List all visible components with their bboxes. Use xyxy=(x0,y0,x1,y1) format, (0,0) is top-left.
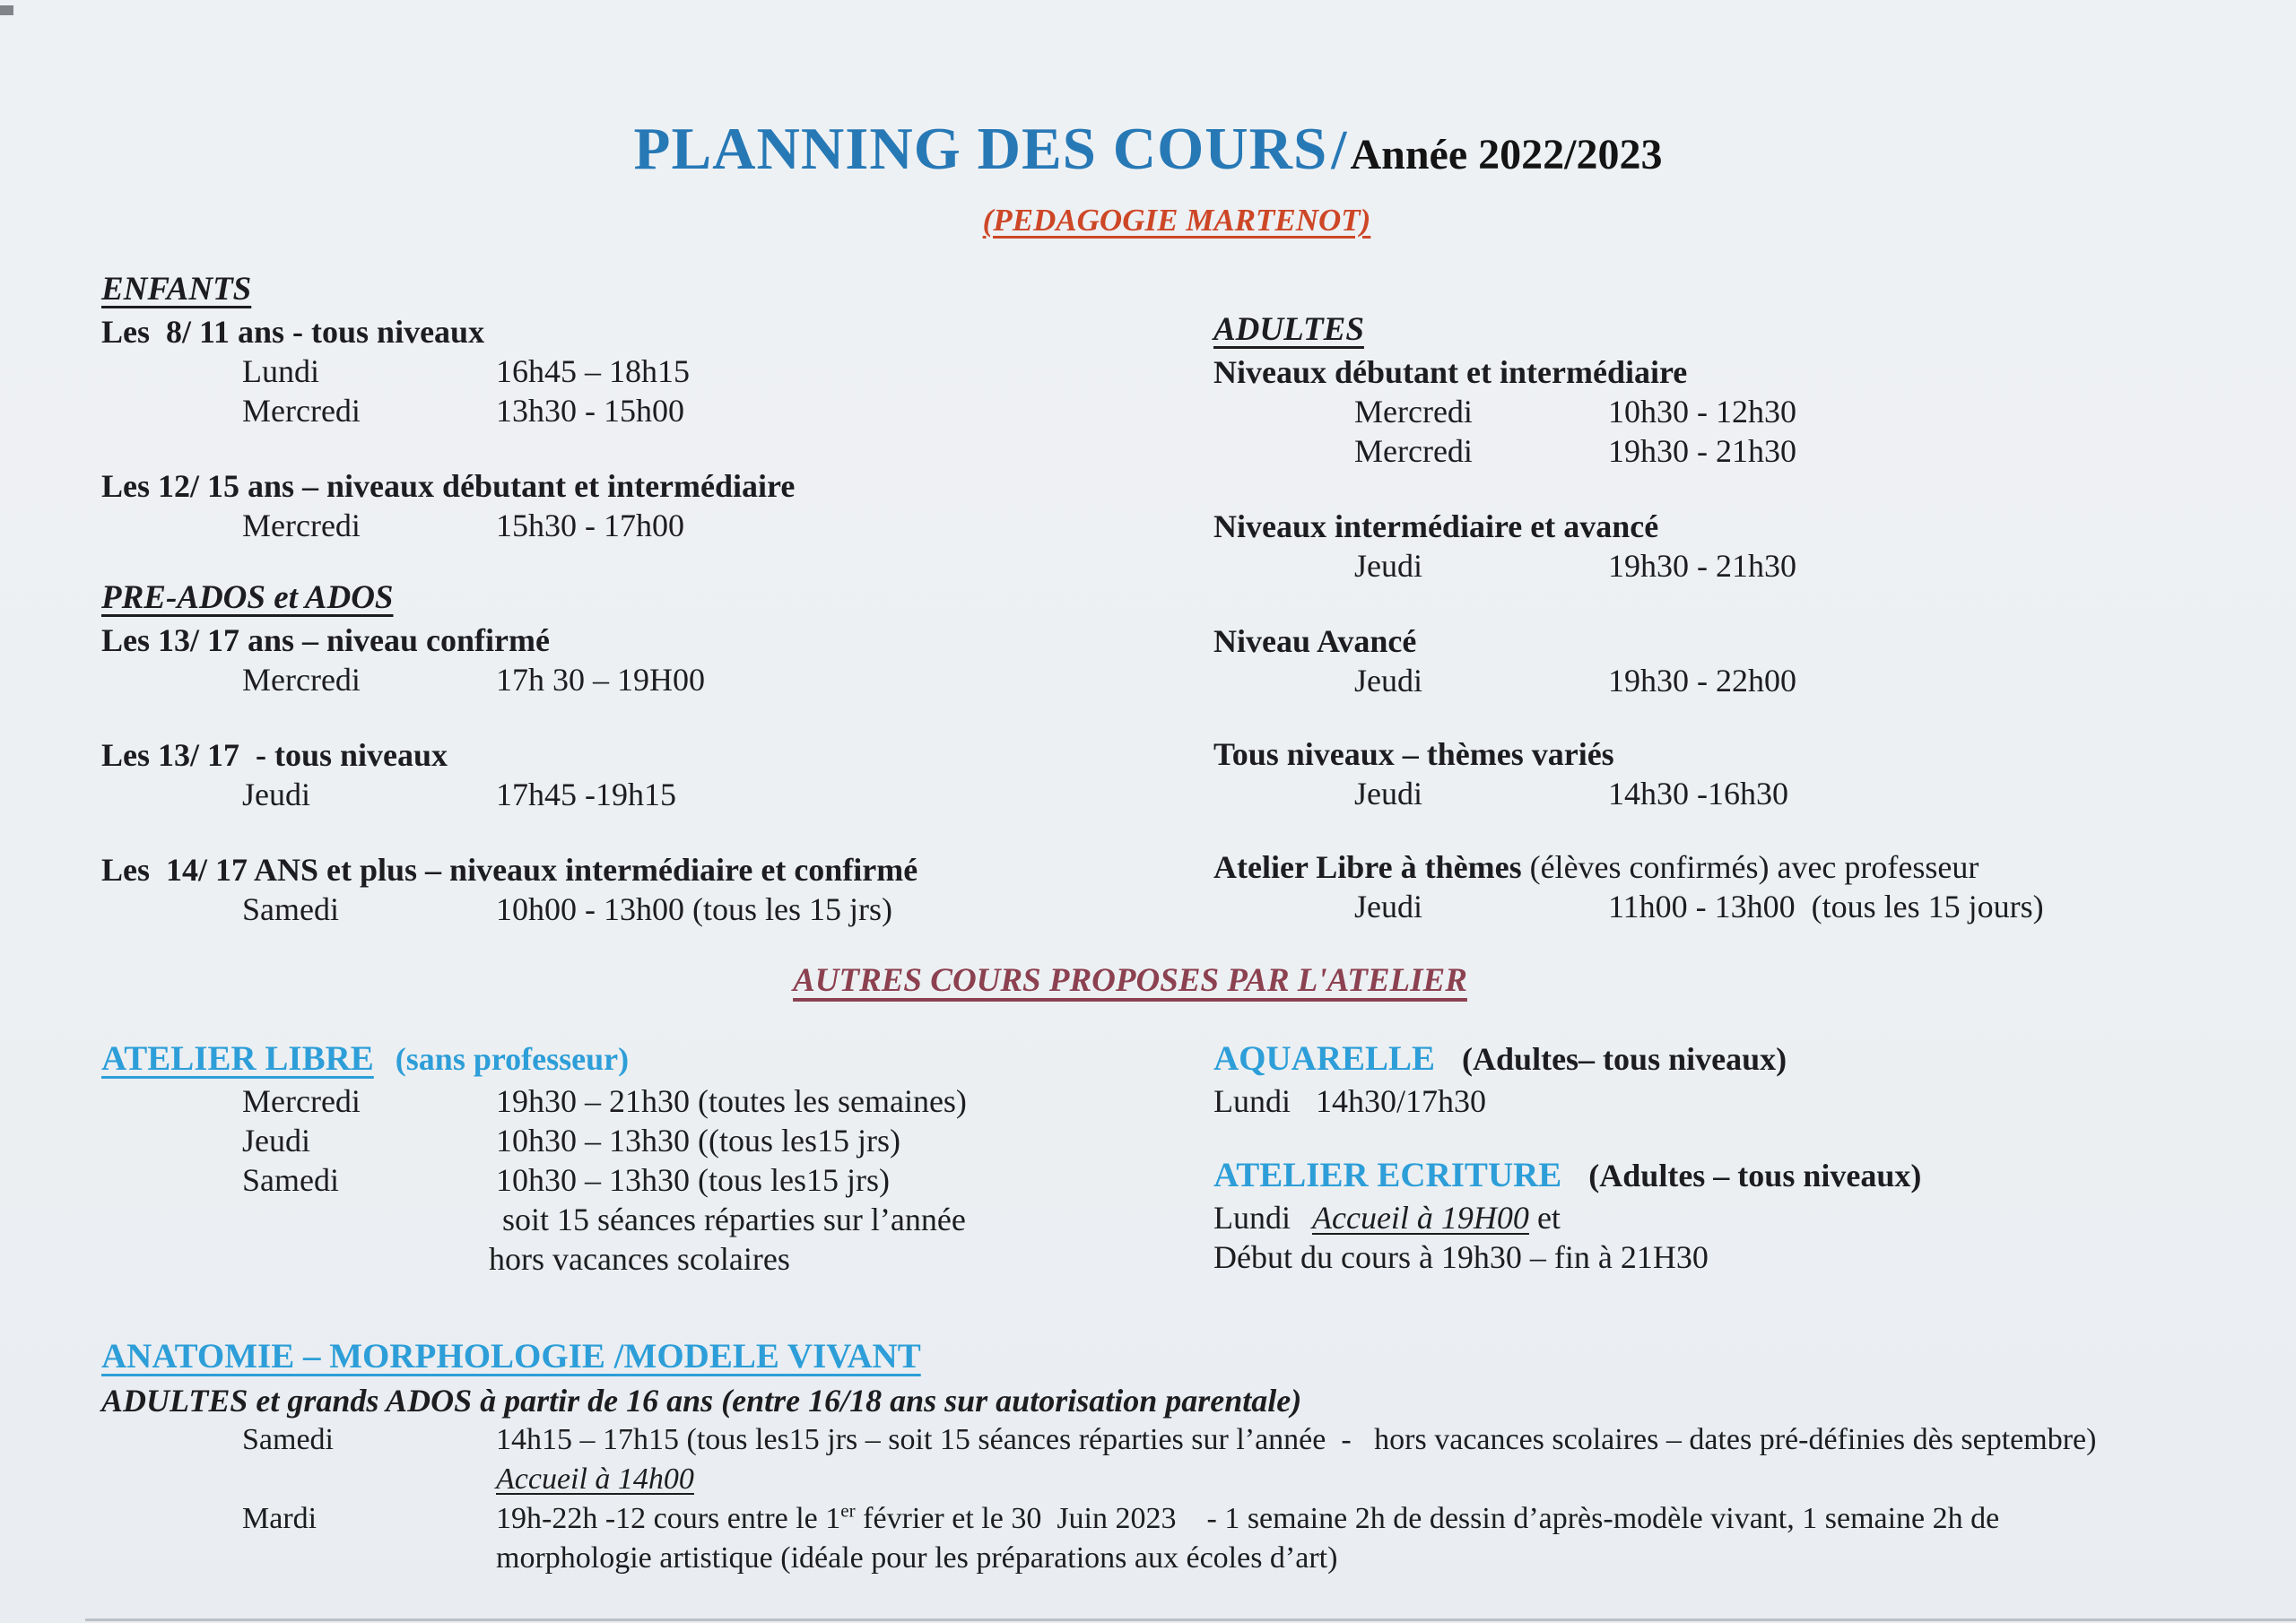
ecriture-title: ATELIER ECRITURE xyxy=(1213,1156,1562,1194)
session-time: 19h30 - 21h30 xyxy=(1608,548,1796,584)
course-adultes-intermediaire-avance xyxy=(1213,507,2290,586)
session-day: Jeudi xyxy=(1354,663,1422,699)
session-time: 17h 30 – 19H00 xyxy=(496,662,705,698)
session-day: Jeudi xyxy=(1354,548,1422,584)
subtitle-line xyxy=(0,203,2296,239)
section-heading xyxy=(101,1038,1178,1080)
session-detail-b: février et le 30 Juin 2023 - 1 semaine 2h de dessin d’après-modèle vivant, 1 semaine 2h de xyxy=(855,1502,2000,1535)
course-title xyxy=(1213,847,2290,887)
section-heading xyxy=(101,1336,2254,1377)
course-title: Les 12/ 15 ans – niveaux débutant et intermédiaire xyxy=(101,468,796,504)
course-adultes-avance xyxy=(1213,621,2290,700)
session-day: Samedi xyxy=(242,1162,339,1198)
atelier-libre-title: ATELIER LIBRE xyxy=(101,1039,374,1078)
atelier-libre-note-2: hors vacances scolaires xyxy=(489,1241,790,1277)
session-time: 11h00 - 13h00 (tous les 15 jours) xyxy=(1608,889,2044,924)
course-title: Niveaux débutant et intermédiaire xyxy=(1213,354,1688,390)
session-detail xyxy=(496,1499,2254,1539)
session-day: Mercredi xyxy=(242,508,361,543)
session-day: Lundi xyxy=(1213,1083,1291,1119)
session-day: Samedi xyxy=(242,891,339,927)
course-title: Niveau Avancé xyxy=(1213,623,1417,659)
title-main: PLANNING DES COURS xyxy=(633,116,1328,182)
title-separator: / xyxy=(1331,120,1347,181)
session-detail-continuation: morphologie artistique (idéale pour les préparations aux écoles d’art) xyxy=(496,1541,1338,1575)
ecriture-line-1 xyxy=(1213,1198,2290,1237)
course-14-17-et-plus xyxy=(101,850,1169,929)
atelier-libre-suffix: (sans professeur) xyxy=(395,1041,630,1077)
session-day: Mercredi xyxy=(242,393,361,429)
section-anatomie xyxy=(101,1336,2254,1578)
scan-artifact-corner xyxy=(0,5,13,15)
course-adultes-themes-varies xyxy=(1213,734,2290,813)
course-title: Les 13/ 17 - tous niveaux xyxy=(101,737,448,773)
group-heading-enfants: ENFANTS xyxy=(101,271,252,308)
session-row xyxy=(1213,392,2290,431)
middle-heading: AUTRES COURS PROPOSES PAR L'ATELIER xyxy=(793,962,1467,999)
course-adultes-debutant-intermediaire xyxy=(1213,352,2290,471)
course-title: Les 13/ 17 ans – niveau confirmé xyxy=(101,622,550,658)
block-aquarelle xyxy=(1213,1038,2290,1121)
course-title: Les 14/ 17 ANS et plus – niveaux intermédiaire et confirmé xyxy=(101,852,918,888)
session-day: Mercredi xyxy=(242,662,361,698)
anatomie-subtitle: ADULTES et grands ADOS à partir de 16 ans (entre 16/18 ans sur autorisation parentale) xyxy=(101,1383,1302,1419)
session-row xyxy=(1213,546,2290,586)
atelier-libre-note-1: soit 15 séances réparties sur l’année xyxy=(502,1202,966,1237)
course-title-rest: (élèves confirmés) avec professeur xyxy=(1521,849,1979,885)
aquarelle-suffix: (Adultes– tous niveaux) xyxy=(1462,1041,1787,1077)
course-13-17-confirme xyxy=(101,621,1169,699)
session-day: Mercredi xyxy=(1354,433,1473,469)
accueil-time: Accueil à 19H00 xyxy=(1312,1200,1529,1236)
scan-artifact-bottom-edge xyxy=(85,1619,2296,1621)
session-detail: 14h15 – 17h15 (tous les15 jrs – soit 15 séances réparties sur l’année - hors vacances scolaires – dates pré-définies dès septembre) xyxy=(496,1423,2097,1456)
page-title xyxy=(0,115,2296,184)
course-title: Tous niveaux – thèmes variés xyxy=(1213,736,1614,772)
accueil-time: Accueil à 14h00 xyxy=(496,1462,694,1496)
session-time: 13h30 - 15h00 xyxy=(496,393,684,429)
session-day: Jeudi xyxy=(1354,889,1422,924)
session-time: 19h30 – 21h30 (toutes les semaines) xyxy=(496,1083,967,1119)
course-12-15-ans xyxy=(101,466,1169,545)
anatomie-title: ANATOMIE – MORPHOLOGIE /MODELE VIVANT xyxy=(101,1337,921,1376)
session-time: 10h30 - 12h30 xyxy=(1608,394,1796,430)
session-day: Samedi xyxy=(242,1423,334,1456)
session-row xyxy=(101,890,1169,929)
column-enfants xyxy=(101,269,1169,929)
session-day: Lundi xyxy=(1213,1200,1291,1236)
session-time: 14h30 -16h30 xyxy=(1608,776,1788,812)
course-atelier-libre-a-themes xyxy=(1213,847,2290,926)
course-title: Niveaux intermédiaire et avancé xyxy=(1213,508,1659,544)
group-heading-pre-ados: PRE-ADOS et ADOS xyxy=(101,579,394,616)
session-row xyxy=(101,1160,1178,1200)
column-adultes xyxy=(1213,309,2290,926)
ecriture-suffix: (Adultes – tous niveaux) xyxy=(1588,1158,1922,1193)
accueil-line xyxy=(496,1460,2254,1499)
section-heading xyxy=(1213,1038,2290,1080)
page-subtitle: (PEDAGOGIE MARTENOT) xyxy=(982,203,1371,238)
session-day: Jeudi xyxy=(242,777,310,812)
session-time: 10h30 – 13h30 ((tous les15 jrs) xyxy=(496,1123,900,1159)
session-row xyxy=(1213,1081,2290,1121)
section-aquarelle-ecriture xyxy=(1213,1038,2290,1277)
session-row xyxy=(101,1121,1178,1160)
session-time: 16h45 – 18h15 xyxy=(496,353,690,389)
session-time: 10h30 – 13h30 (tous les15 jrs) xyxy=(496,1162,890,1198)
session-day: Jeudi xyxy=(242,1123,310,1159)
session-row xyxy=(101,1420,2254,1460)
section-atelier-libre xyxy=(101,1038,1178,1279)
session-row xyxy=(1213,661,2290,700)
session-day: Jeudi xyxy=(1354,776,1422,812)
session-day: Lundi xyxy=(242,353,319,389)
session-time: 15h30 - 17h00 xyxy=(496,508,684,543)
ecriture-line-2: Début du cours à 19h30 – fin à 21H30 xyxy=(1213,1239,1709,1275)
session-detail-a: 19h-22h -12 cours entre le 1 xyxy=(496,1502,841,1535)
course-8-11-ans xyxy=(101,312,1169,430)
session-row xyxy=(101,660,1169,699)
middle-heading-line xyxy=(0,961,2296,1000)
session-row xyxy=(1213,887,2290,926)
ordinal-superscript: er xyxy=(840,1499,856,1522)
session-row xyxy=(101,1081,1178,1121)
course-title-bold: Atelier Libre à thèmes xyxy=(1213,849,1522,885)
course-13-17-tous-niveaux xyxy=(101,735,1169,814)
session-row xyxy=(101,352,1169,391)
session-time: 14h30/17h30 xyxy=(1316,1083,1487,1119)
session-row xyxy=(101,1499,2254,1539)
title-year: Année 2022/2023 xyxy=(1350,131,1663,178)
session-row xyxy=(1213,774,2290,813)
session-row xyxy=(101,775,1169,814)
session-row xyxy=(101,506,1169,545)
session-time: 10h00 - 13h00 (tous les 15 jrs) xyxy=(496,891,892,927)
session-row xyxy=(101,391,1169,430)
session-time: 19h30 - 21h30 xyxy=(1608,433,1796,469)
block-ecriture xyxy=(1213,1155,2290,1277)
session-day: Mercredi xyxy=(1354,394,1473,430)
session-row xyxy=(1213,431,2290,471)
session-day: Mercredi xyxy=(242,1083,361,1119)
course-title: Les 8/ 11 ans - tous niveaux xyxy=(101,314,485,350)
ecriture-line-rest: et xyxy=(1528,1200,1561,1236)
session-day: Mardi xyxy=(242,1502,317,1535)
session-time: 17h45 -19h15 xyxy=(496,777,676,812)
session-time: 19h30 - 22h00 xyxy=(1608,663,1796,699)
section-heading xyxy=(1213,1155,2290,1196)
group-heading-adultes: ADULTES xyxy=(1213,311,1364,348)
aquarelle-title: AQUARELLE xyxy=(1213,1039,1436,1078)
